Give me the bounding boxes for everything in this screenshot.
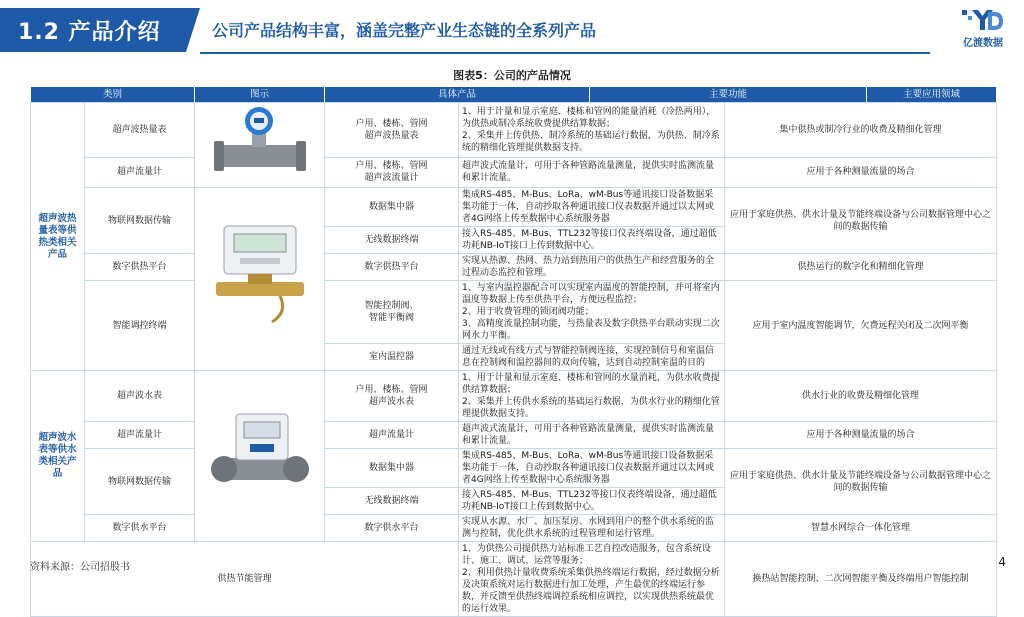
- product-function: 集成RS-485、M-Bus、LoRa、wM-Bus等通讯接口设备数据采集功能于一体，自动抄取各种通讯接口仪表数据并通过以太网或者4G网络上传至数据中心系统服务器: [459, 449, 725, 488]
- page-headline: 公司产品结构丰富，涵盖完整产业生态链的全系列产品: [212, 21, 597, 40]
- product-name: 智能调控终端: [85, 281, 195, 371]
- table-row: [31, 542, 997, 617]
- header-application: 主要应用领域: [867, 87, 997, 103]
- product-item: 户用、楼栋、管网 超声波热量表: [325, 103, 459, 158]
- header-product: 具体产品: [325, 87, 590, 103]
- product-function: 通过无线或有线方式与智能控制阀连接，实现控制信号和室温信息在控制阀和温控器间的双向传输，达到自动控制室温的目的: [459, 344, 725, 371]
- table-row: [31, 371, 997, 422]
- controller-image: [195, 188, 325, 371]
- product-application: 智慧水网综合一体化管理: [725, 515, 997, 542]
- table-row: [31, 515, 997, 542]
- service-function: 1、为供热公司提供热力站标准工艺自控改造服务，包含系统设计、施工、调试、运营等服务； 2、利用供热计量收费系统采集供热终端运行数据，经过数据分析及决策系统对运行数据进行加工处理，产生最优的终端运行参数，并反馈至供热终端调控系统相应调控，以实现供热系统最优的运行效果。: [459, 542, 725, 617]
- table-row: [31, 157, 997, 187]
- logo-icon: [960, 6, 1004, 32]
- service-name: 供热节能管理: [31, 542, 459, 617]
- product-application: 应用于各种测量流量的场合: [725, 422, 997, 449]
- product-name: 物联网数据传输: [85, 188, 195, 254]
- heat-meter-icon: [212, 103, 308, 183]
- table-header-row: [31, 87, 997, 103]
- product-function: 超声波式流量计，可用于各种管路流量测量，提供实时监测流量和累计流量。: [459, 422, 725, 449]
- product-item: 无线数据终端: [325, 488, 459, 515]
- header-illustration: 图示: [195, 87, 325, 103]
- table-row: [31, 103, 997, 158]
- logo-text: 亿渡数据: [963, 38, 1003, 49]
- section-label: 1.2 产品介绍: [0, 8, 186, 52]
- product-application: 供水行业的收费及精细化管理: [725, 371, 997, 422]
- product-function: 实现从水源、水厂、加压泵房、水网到用户的整个供水系统的监测与控制，优化供水系统的过程管理和运行管理。: [459, 515, 725, 542]
- heat-meter-image: [195, 103, 325, 188]
- product-item: 智能控制阀、 智能平衡阀: [325, 281, 459, 344]
- product-name: 数字供热平台: [85, 254, 195, 281]
- header-category: 类别: [31, 87, 195, 103]
- category-water: 超声波水表等供水类相关产品: [31, 371, 85, 542]
- table-caption: 图表5：公司的产品情况: [453, 69, 571, 82]
- section-label-slant: [186, 8, 200, 52]
- title-bar: [0, 0, 1024, 58]
- product-application: 集中供热或制冷行业的收费及精细化管理: [725, 103, 997, 158]
- product-application: 应用于室内温度智能调节，欠费远程关闭及二次网平衡: [725, 281, 997, 371]
- product-table: [30, 86, 997, 103]
- product-application: 供热运行的数字化和精细化管理: [725, 254, 997, 281]
- product-function: 1、与室内温控器配合可以实现室内温度的智能控制，并可将室内温度等数据上传至供热平台，方便远程监控； 2、用于收费管理的锁闭阀功能； 3、高精度流量控制功能，与热量表及数字供热平台联动实现二次网水力平衡。: [459, 281, 725, 344]
- category-heat: 超声波热量表等供热类相关产品: [31, 103, 85, 371]
- product-name: 超声流量计: [85, 157, 195, 187]
- table-row: [31, 449, 997, 488]
- water-meter-image: [195, 371, 325, 542]
- page-number: 4: [998, 555, 1006, 569]
- product-application: 应用于家庭供热、供水计量及节能终端设备与公司数据管理中心之间的数据传输: [725, 188, 997, 254]
- header-divider: [200, 52, 930, 54]
- table-row: [31, 254, 997, 281]
- product-name: 超声波热量表: [85, 103, 195, 158]
- table-row: [31, 422, 997, 449]
- product-function: 集成RS-485、M-Bus、LoRa、wM-Bus等通讯接口设备数据采集功能于一体，自动抄取各种通讯接口仪表数据并通过以太网或者4G网络上传至数据中心系统服务器: [459, 188, 725, 227]
- product-item: 数据集中器: [325, 449, 459, 488]
- product-function: 1、用于计量和显示室庭、楼栋和管网的能量消耗（冷热两用），为供热或制冷系统收费提供结算数据； 2、采集并上传供热、制冷系统的基础运行数据，为供热、制冷系统的精细化管理提供数据支持。: [459, 103, 725, 158]
- product-function: 1、用于计量和显示室庭、楼栋和管网的水量消耗，为供水收费提供结算数据； 2、采集并上传供水系统的基础运行数据，为供水行业的精细化管理提供数据支持。: [459, 371, 725, 422]
- product-application: 应用于家庭供热、供水计量及节能终端设备与公司数据管理中心之间的数据传输: [725, 449, 997, 515]
- service-application: 换热站智能控制、二次网智能平衡及终端用户智能控制: [725, 542, 997, 617]
- product-item: 超声流量计: [325, 422, 459, 449]
- product-item: 数据集中器: [325, 188, 459, 227]
- header-function: 主要功能: [590, 87, 867, 103]
- product-item: 室内温控器: [325, 344, 459, 371]
- source-note: 资料来源：公司招股书: [30, 562, 130, 573]
- product-item: 数字供水平台: [325, 515, 459, 542]
- company-logo: [948, 6, 1018, 50]
- product-name: 超声流量计: [85, 422, 195, 449]
- product-item: 无线数据终端: [325, 227, 459, 254]
- product-table-body: [30, 102, 997, 617]
- smart-valve-icon: [210, 222, 310, 332]
- table-row: [31, 188, 997, 227]
- product-function: 接入RS-485、M-Bus、TTL232等接口仪表终端设备，通过超低功耗NB-IoT接口上传到数据中心。: [459, 488, 725, 515]
- product-application: 应用于各种测量流量的场合: [725, 157, 997, 187]
- table-row: [31, 281, 997, 344]
- product-name: 数字供水平台: [85, 515, 195, 542]
- product-name: 超声波水表: [85, 371, 195, 422]
- product-function: 超声波式流量计，可用于各种管路流量测量，提供实时监测流量和累计流量。: [459, 157, 725, 187]
- product-item: 户用、楼栋、管网 超声波流量计: [325, 157, 459, 187]
- product-function: 实现从热源、热网、热力站到热用户的供热生产和经营服务的全过程动态监控和管理。: [459, 254, 725, 281]
- product-item: 数字供热平台: [325, 254, 459, 281]
- water-meter-icon: [210, 404, 310, 504]
- product-name: 物联网数据传输: [85, 449, 195, 515]
- product-function: 接入RS-485、M-Bus、TTL232等接口仪表终端设备，通过超低功耗NB-IoT接口上传到数据中心。: [459, 227, 725, 254]
- product-item: 户用、楼栋、管网 超声波水表: [325, 371, 459, 422]
